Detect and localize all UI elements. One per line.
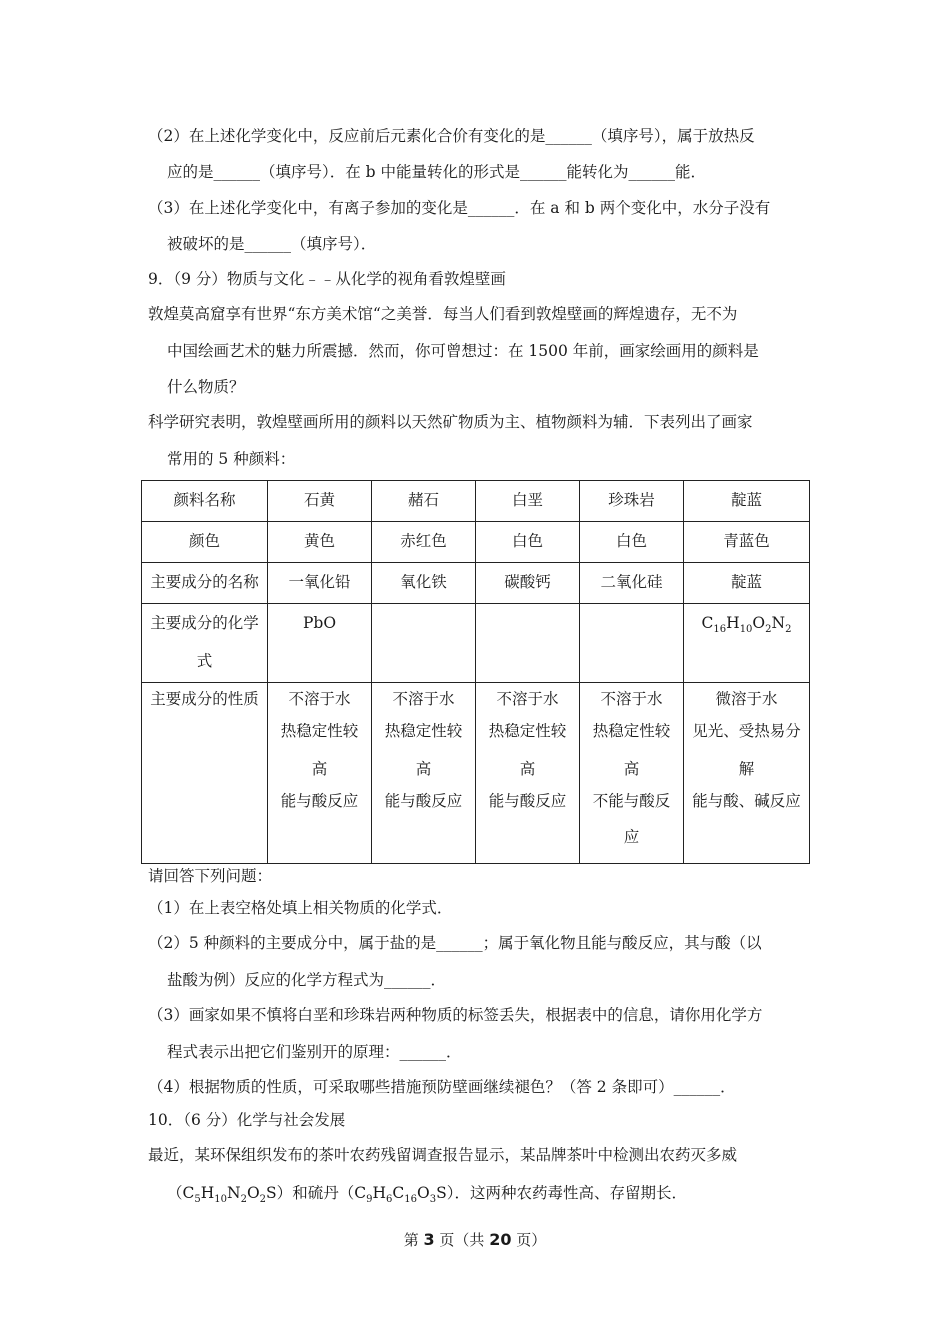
q9-intro-line5: 常用的 5 种颜料： — [167, 450, 296, 468]
table-row — [142, 563, 810, 604]
q9-sub2-line1: （2）5 种颜料的主要成分中，属于盐的是______；属于氧化物且能与酸反应，其与酸（以 — [148, 934, 762, 952]
page-total: 20 — [489, 1230, 512, 1249]
properties-cell: 不溶于水 热稳定性较 高 不能与酸反 应 — [580, 683, 684, 864]
q8-part2-line1: （2）在上述化学变化中，反应前后元素化合价有变化的是______（填序号），属于放热反 — [148, 127, 755, 145]
row-header-properties: 主要成分的性质 — [142, 683, 268, 864]
page-footer: 第 3 页（共 20 页） — [403, 1230, 547, 1249]
properties-cell: 不溶于水 热稳定性较 高 能与酸反应 — [476, 683, 580, 864]
q10-intro-line2: $(C_5H_{10}N_2O_2S)$和硫丹$(C_9H_6C_{16}O_3S)$．这两种农药毒性高、存留期长． — [167, 1184, 687, 1206]
q10-intro-line1: 最近，某环保组织发布的茶叶农药残留调查报告显示，某品牌茶叶中检测出农药灭多威 — [148, 1146, 738, 1164]
pigment-color-cell: 黄色 — [268, 522, 372, 563]
q9-sub1: （1）在上表空格处填上相关物质的化学式． — [148, 899, 453, 917]
q9-intro-line1: 敦煌莫高窟享有世界“东方美术馆“之美誉．每当人们看到敦煌壁画的辉煌遗存，无不为 — [148, 305, 738, 323]
formula-cell-blank[interactable] — [476, 604, 580, 683]
component-name-cell: 氧化铁 — [372, 563, 476, 604]
pigment-name-cell: 石黄 — [268, 481, 372, 522]
q8-part3-line2: 被破坏的是______（填序号）． — [167, 235, 377, 253]
pigment-name-cell: 珍珠岩 — [580, 481, 684, 522]
q9-sub3-line2: 程式表示出把它们鉴别开的原理：______． — [167, 1043, 462, 1061]
pigment-name-cell: 白垩 — [476, 481, 580, 522]
row-header-name: 颜料名称 — [142, 481, 268, 522]
q8-part2-line2: 应的是______（填序号）．在 b 中能量转化的形式是______能转化为______能． — [167, 163, 707, 181]
q9-intro-line2: 中国绘画艺术的魅力所震撼．然而，你可曾想过：在 1500 年前，画家绘画用的颜料是 — [167, 342, 759, 360]
page-number: 3 — [423, 1230, 435, 1249]
q9-intro-line4: 科学研究表明，敦煌壁画所用的颜料以天然矿物质为主、植物颜料为辅．下表列出了画家 — [148, 413, 753, 431]
q9-sub3-line1: （3）画家如果不慎将白垩和珍珠岩两种物质的标签丢失，根据表中的信息，请你用化学方 — [148, 1006, 763, 1024]
pigment-color-cell: 青蓝色 — [684, 522, 810, 563]
q8-part3-line1: （3）在上述化学变化中，有离子参加的变化是______．在 a 和 b 两个变化中，水分子没有 — [148, 199, 771, 217]
pigment-color-cell: 白色 — [476, 522, 580, 563]
component-name-cell: 碳酸钙 — [476, 563, 580, 604]
properties-cell: 不溶于水 热稳定性较 高 能与酸反应 — [268, 683, 372, 864]
q9-sub2-line2: 盐酸为例）反应的化学方程式为______． — [167, 971, 447, 989]
row-header-formula: 主要成分的化学 式 — [142, 604, 268, 683]
table-row — [142, 683, 810, 864]
pigment-color-cell: 赤红色 — [372, 522, 476, 563]
pigment-name-cell: 赭石 — [372, 481, 476, 522]
row-header-component: 主要成分的名称 — [142, 563, 268, 604]
q9-heading: 9．（9 分）物质与文化﹣﹣从化学的视角看敦煌壁画 — [148, 270, 506, 288]
formula-cell-indigo: $C_{16}H_{10}O_2N_2$ — [684, 604, 810, 683]
properties-cell: 不溶于水 热稳定性较 高 能与酸反应 — [372, 683, 476, 864]
table-row — [142, 604, 810, 683]
formula-cell-blank[interactable] — [580, 604, 684, 683]
component-name-cell: 二氧化硅 — [580, 563, 684, 604]
table-row — [142, 481, 810, 522]
formula-cell-blank[interactable] — [372, 604, 476, 683]
q9-intro-line3: 什么物质？ — [167, 378, 245, 396]
pigment-color-cell: 白色 — [580, 522, 684, 563]
table-row — [142, 522, 810, 563]
properties-cell: 微溶于水 见光、受热易分 解 能与酸、碱反应 — [684, 683, 810, 864]
q9-sub4: （4）根据物质的性质，可采取哪些措施预防壁画继续褪色？（答 2 条即可）______． — [148, 1078, 736, 1096]
q10-heading: 10．（6 分）化学与社会发展 — [148, 1111, 346, 1129]
component-name-cell: 靛蓝 — [684, 563, 810, 604]
component-name-cell: 一氧化铅 — [268, 563, 372, 604]
q9-ask: 请回答下列问题： — [148, 867, 273, 885]
formula-cell-pbo: PbO — [268, 604, 372, 683]
pigment-name-cell: 靛蓝 — [684, 481, 810, 522]
row-header-color: 颜色 — [142, 522, 268, 563]
pigment-table — [141, 480, 810, 864]
